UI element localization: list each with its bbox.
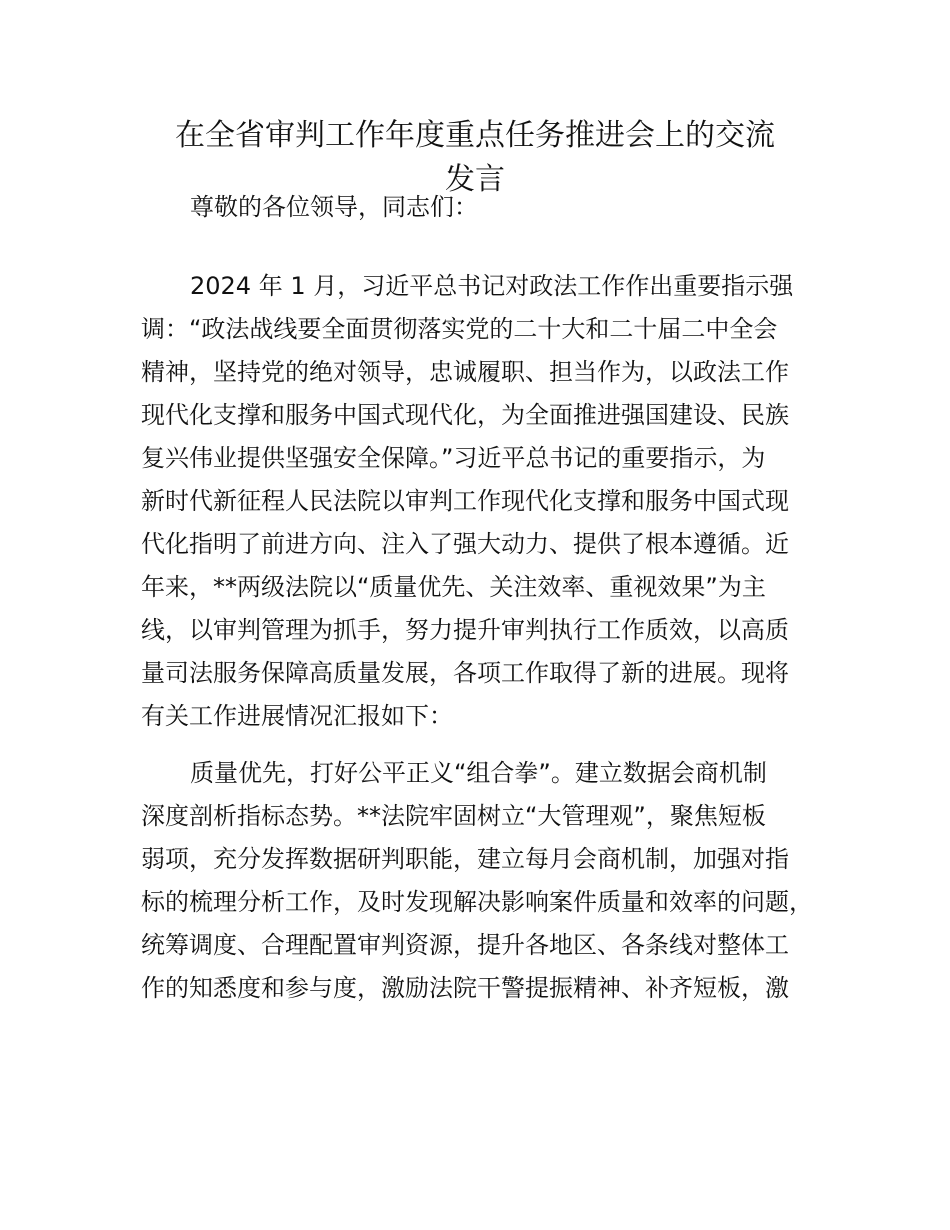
paragraph-line: 年来，**两级法院以“质量优先、关注效率、重视效果”为主 [141,573,766,601]
paragraph-line: 现代化支撑和服务中国式现代化，为全面推进强国建设、民族 [141,401,789,429]
paragraph-line: 新时代新征程人民法院以审判工作现代化支撑和服务中国式现 [141,487,789,515]
paragraph-line: 弱项，充分发挥数据研判职能，建立每月会商机制，加强对指 [141,845,789,873]
paragraph-line: 2024 年 1 月，习近平总书记对政法工作作出重要指示强 [190,272,794,300]
paragraph-line: 深度剖析指标态势。**法院牢固树立“大管理观”，聚焦短板 [141,802,766,830]
paragraph-line: 精神，坚持党的绝对领导，忠诚履职、担当作为，以政法工作 [141,358,789,386]
paragraph-line: 有关工作进展情况汇报如下： [141,702,453,730]
paragraph-line: 质量优先，打好公平正义“组合拳”。建立数据会商机制 [190,759,767,787]
paragraph-line: 调：“政法战线要全面贯彻落实党的二十大和二十届二中全会 [141,315,778,343]
document-title-line-2: 发言 [445,162,505,197]
paragraph-line: 复兴伟业提供坚强安全保障。”习近平总书记的重要指示，为 [141,444,766,472]
document-title-line-1: 在全省审判工作年度重点任务推进会上的交流 [175,118,775,153]
paragraph-line: 代化指明了前进方向、注入了强大动力、提供了根本遵循。近 [141,530,789,558]
paragraph-line: 作的知悉度和参与度，激励法院干警提振精神、补齐短板，激 [141,974,789,1002]
paragraph-line: 统筹调度、合理配置审判资源，提升各地区、各条线对整体工 [141,931,789,959]
paragraph-line: 标的梳理分析工作，及时发现解决影响案件质量和效率的问题， [141,888,813,916]
paragraph-line: 线，以审判管理为抓手，努力提升审判执行工作质效，以高质 [141,616,789,644]
salutation: 尊敬的各位领导，同志们： [190,193,478,221]
paragraph-line: 量司法服务保障高质量发展，各项工作取得了新的进展。现将 [141,659,789,687]
